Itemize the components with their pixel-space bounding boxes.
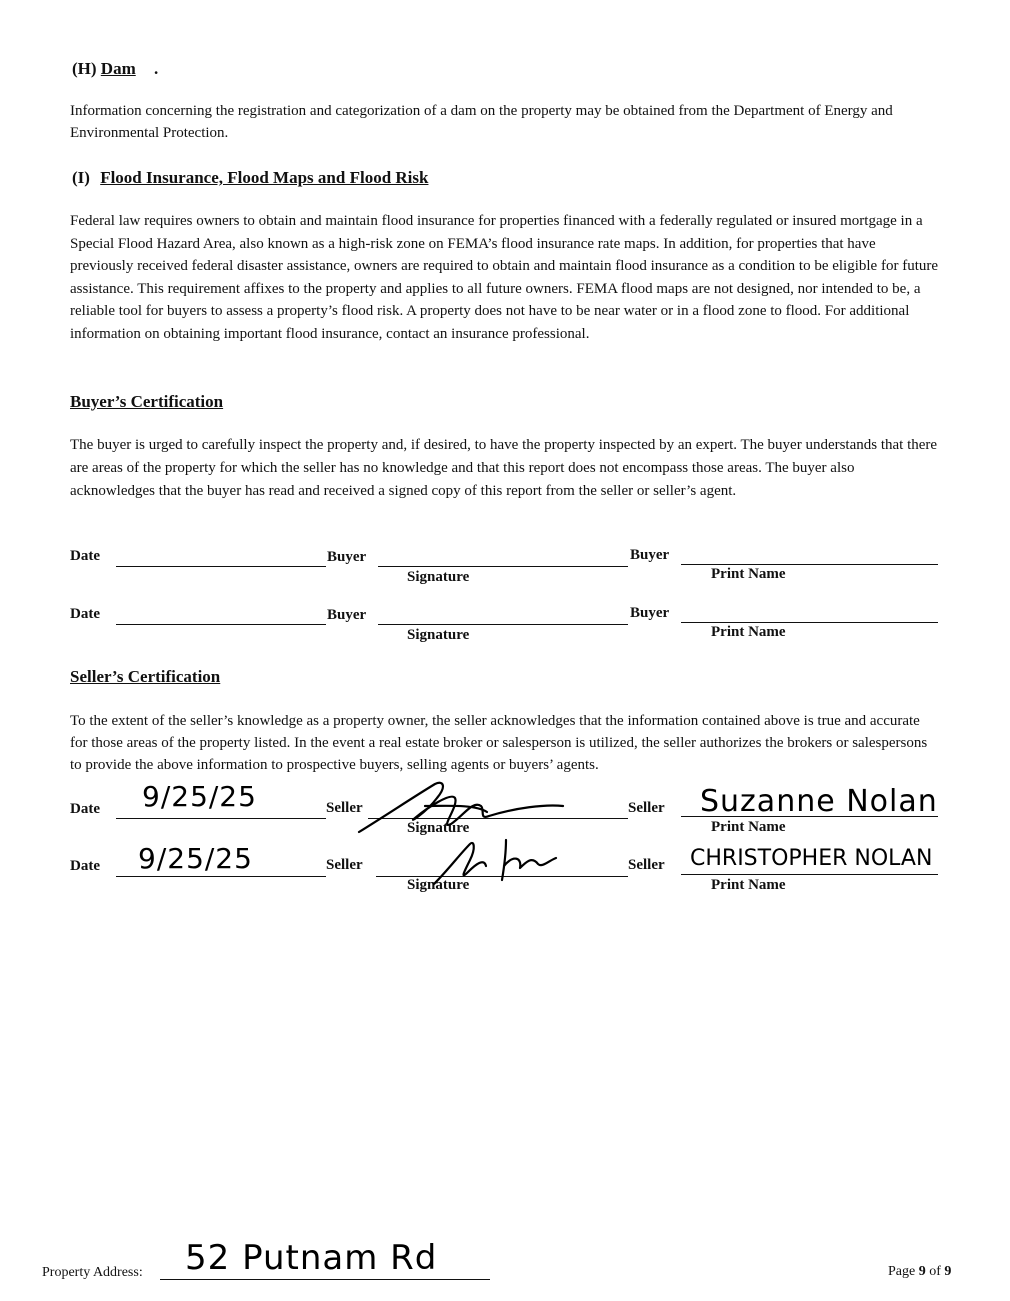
- buyer1-signature-label: Buyer: [327, 549, 367, 565]
- dam-heading-text: Dam: [100, 59, 136, 78]
- buyer1-print-field[interactable]: [681, 564, 938, 565]
- flood-heading-prefix: (I): [72, 168, 90, 187]
- seller1-date-value: 9/25/25: [142, 780, 257, 813]
- dam-heading: [72, 59, 158, 79]
- page-prefix: Page: [888, 1264, 916, 1279]
- page-number: [888, 1264, 951, 1280]
- buyer1-date-label: Date: [70, 548, 100, 564]
- seller1-print-caption: Print Name: [711, 819, 786, 835]
- page-total: 9: [944, 1264, 952, 1279]
- dam-heading-suffix: .: [154, 59, 159, 78]
- seller2-print-value: CHRISTOPHER NOLAN: [690, 846, 933, 871]
- page-of: of: [929, 1264, 941, 1279]
- seller2-date-field[interactable]: [116, 876, 326, 877]
- seller2-signature-caption: Signature: [407, 877, 470, 893]
- buyer2-signature-field[interactable]: [378, 624, 628, 625]
- buyer1-date-field[interactable]: [116, 566, 326, 567]
- buyer2-date-label: Date: [70, 606, 100, 622]
- seller1-date-field[interactable]: [116, 818, 326, 819]
- buyer2-print-label: Buyer: [630, 605, 670, 621]
- seller1-print-label: Seller: [628, 800, 665, 816]
- flood-body: Federal law requires owners to obtain and maintain flood insurance for properties financed with a federally regulated or insured mortgage in a Special Flood Hazard Area, also known as a high-risk zone on FEMA’s flood insurance rate maps. In addition, for properties that have previously received federal disaster assistance, owners are required to obtain and maintain flood insurance as a condition to be eligible for future assistance. This requirement affixes to the property and applies to all future owners. FEMA flood maps are not designed, nor intended to be, a reliable tool for buyers to assess a property’s flood risk. A property does not have to be near water or in a flood zone to flood. For additional information on obtaining important flood insurance, contact an insurance professional.: [70, 213, 939, 342]
- buyer1-print-label: Buyer: [630, 547, 670, 563]
- seller-certification-body: To the extent of the seller’s knowledge as a property owner, the seller acknowledges that the information contained above is true and accurate for those areas of the property listed. In the event a real estate broker or salesperson is utilized, the seller authorizes the brokers or salespersons to provide the above information to prospective buyers, selling agents or buyers’ agents.: [70, 713, 928, 773]
- property-address-field[interactable]: [160, 1279, 490, 1280]
- seller2-print-label: Seller: [628, 857, 665, 873]
- seller-certification-heading: Seller’s Certification: [70, 667, 221, 686]
- seller1-signature-label: Seller: [326, 800, 363, 816]
- seller1-signature-caption: Signature: [407, 820, 470, 836]
- seller1-print-value: Suzanne Nolan: [700, 784, 938, 819]
- flood-heading-text: Flood Insurance, Flood Maps and Flood Risk: [100, 168, 429, 187]
- seller1-signature-image: [355, 776, 575, 838]
- seller2-print-field[interactable]: [681, 874, 938, 875]
- page-current: 9: [918, 1264, 926, 1279]
- buyer1-signature-field[interactable]: [378, 566, 628, 567]
- property-address-value: 52 Putnam Rd: [185, 1238, 438, 1278]
- property-address-label: Property Address:: [42, 1265, 143, 1280]
- buyer2-print-caption: Print Name: [711, 624, 786, 640]
- buyer-certification-body: The buyer is urged to carefully inspect the property and, if desired, to have the property inspected by an expert. The buyer understands that there are areas of the property for which the seller has no knowledge and that this report does not encompass those areas. The buyer also acknowledges that the buyer has read and received a signed copy of this report from the seller or seller’s agent.: [70, 437, 938, 499]
- buyer-certification-heading: Buyer’s Certification: [70, 392, 224, 411]
- buyer2-date-field[interactable]: [116, 624, 326, 625]
- buyer1-print-caption: Print Name: [711, 566, 786, 582]
- buyer1-signature-caption: Signature: [407, 569, 470, 585]
- seller2-date-label: Date: [70, 858, 100, 874]
- seller2-date-value: 9/25/25: [138, 842, 253, 875]
- buyer2-signature-label: Buyer: [327, 607, 367, 623]
- dam-body: Information concerning the registration and categorization of a dam on the property may be obtained from the Department of Energy and Environmental Protection.: [70, 103, 893, 141]
- seller2-signature-image: [430, 836, 580, 888]
- dam-heading-prefix: (H): [72, 59, 97, 78]
- buyer2-signature-caption: Signature: [407, 627, 470, 643]
- seller2-signature-label: Seller: [326, 857, 363, 873]
- seller2-print-caption: Print Name: [711, 877, 786, 893]
- flood-heading: [72, 168, 428, 188]
- seller1-date-label: Date: [70, 801, 100, 817]
- buyer2-print-field[interactable]: [681, 622, 938, 623]
